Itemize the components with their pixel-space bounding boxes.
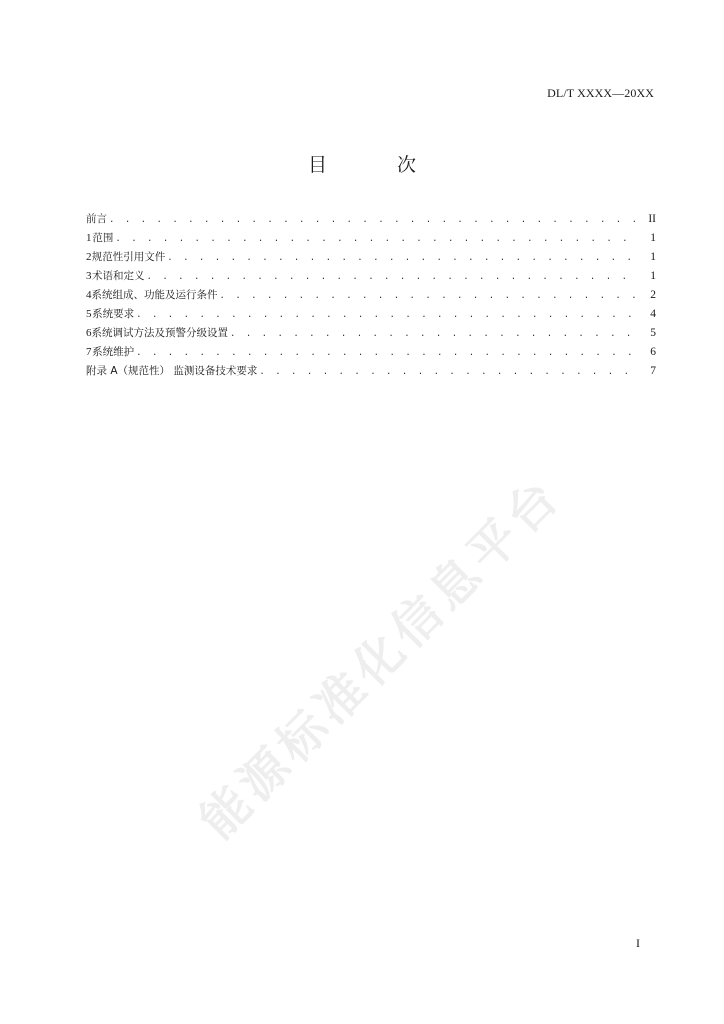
- toc-dot-leader: [146, 268, 636, 287]
- toc-dot-leader: [220, 287, 637, 306]
- toc-entry-number: 3: [86, 270, 92, 282]
- toc-entry-label: 系统维护: [92, 346, 135, 358]
- toc-entry-label: 系统调试方法及预警分级设置: [91, 327, 228, 339]
- toc-entry-label: 前言: [86, 213, 107, 225]
- toc-entry-number: 6: [86, 327, 92, 339]
- toc-list: [86, 210, 656, 381]
- toc-entry-system-requirements[interactable]: [86, 305, 656, 324]
- toc-dot-leader: [259, 363, 636, 382]
- toc-entry-terms-definitions[interactable]: [86, 267, 656, 286]
- toc-entry-foreword[interactable]: [86, 210, 656, 229]
- toc-entry-normative-references[interactable]: [86, 248, 656, 267]
- toc-entry-page: II: [648, 213, 656, 225]
- toc-entry-page: 5: [650, 327, 656, 339]
- toc-entry-system-maintenance[interactable]: [86, 343, 656, 362]
- toc-entry-label: 系统要求: [92, 308, 135, 320]
- toc-dot-leader: [115, 230, 636, 249]
- toc-entry-label: 附录 A（规范性） 监测设备技术要求: [86, 365, 258, 377]
- toc-entry-number: 7: [86, 346, 92, 358]
- toc-dot-leader: [109, 211, 636, 230]
- toc-dot-leader: [167, 249, 636, 268]
- toc-entry-label: 规范性引用文件: [91, 251, 166, 263]
- toc-entry-number: 2: [86, 251, 92, 263]
- toc-entry-number: 4: [86, 289, 92, 301]
- toc-entry-label: 范围: [92, 232, 114, 244]
- toc-entry-number: 1: [86, 232, 92, 244]
- document-code: DL/T XXXX—20XX: [547, 86, 654, 100]
- toc-entry-scope[interactable]: [86, 229, 656, 248]
- toc-entry-page: 1: [650, 232, 656, 244]
- toc-dot-leader: [136, 344, 636, 363]
- toc-entry-number: 5: [86, 308, 92, 320]
- toc-entry-system-commissioning[interactable]: [86, 324, 656, 343]
- toc-entry-page: 7: [650, 365, 656, 377]
- toc-entry-page: 4: [650, 308, 656, 320]
- toc-title: 目 次: [307, 154, 449, 176]
- toc-entry-page: 6: [650, 346, 656, 358]
- toc-dot-leader: [136, 306, 636, 325]
- toc-entry-page: 1: [650, 270, 656, 282]
- toc-entry-label: 系统组成、功能及运行条件: [91, 289, 218, 301]
- toc-entry-system-composition[interactable]: [86, 286, 656, 305]
- toc-entry-page: 2: [650, 289, 656, 301]
- toc-entry-appendix-a[interactable]: [86, 362, 656, 381]
- watermark: 能源标准化信息平台: [189, 466, 573, 850]
- toc-entry-page: 1: [650, 251, 656, 263]
- toc-entry-label: 术语和定义: [91, 270, 145, 282]
- page-number: I: [636, 936, 640, 950]
- toc-dot-leader: [230, 325, 636, 344]
